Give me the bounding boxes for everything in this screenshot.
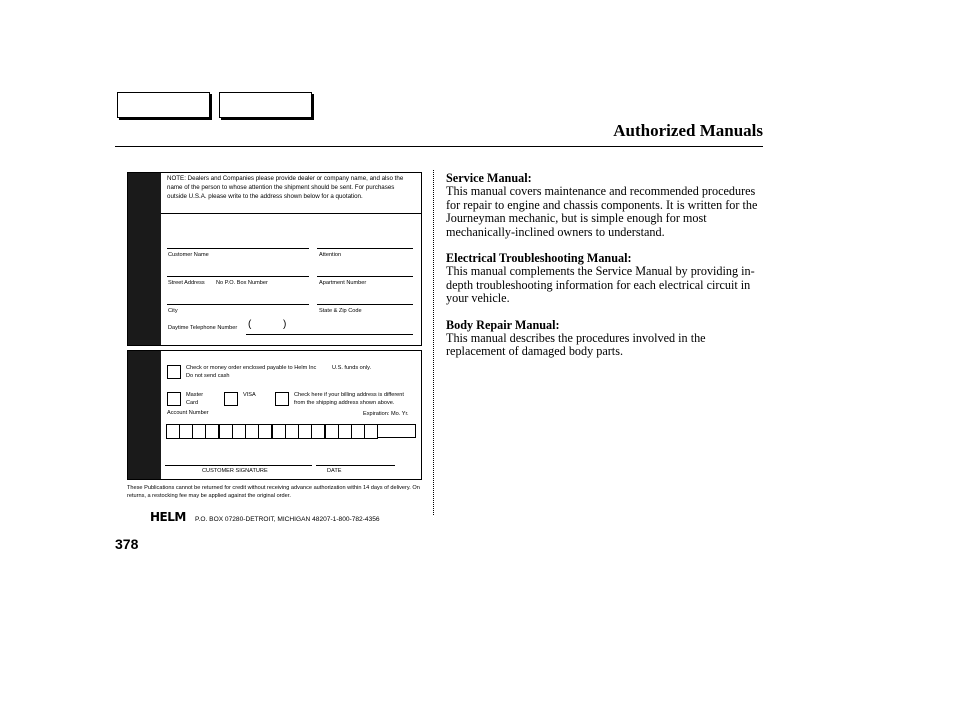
visa-label: VISA xyxy=(243,392,256,398)
page-number: 378 xyxy=(115,536,139,552)
electrical-manual-heading: Electrical Troubleshooting Manual: xyxy=(446,251,632,266)
attention-label: Attention xyxy=(319,252,342,258)
account-number-label: Account Number xyxy=(167,410,209,416)
apartment-field[interactable] xyxy=(317,276,413,277)
mastercard-label-1: Master xyxy=(186,392,204,398)
header-rule xyxy=(115,146,763,147)
account-digits-group-1[interactable] xyxy=(166,424,218,437)
phone-field[interactable] xyxy=(246,334,413,335)
helm-logo: HELM xyxy=(150,510,186,524)
shipping-form-panel xyxy=(127,172,422,346)
account-digits-group-2[interactable] xyxy=(219,424,271,437)
note-divider xyxy=(161,213,421,214)
page-title: Authorized Manuals xyxy=(613,121,763,140)
phone-paren-open: ( xyxy=(248,319,252,330)
mastercard-label-2: Card xyxy=(186,400,199,406)
date-field[interactable] xyxy=(316,465,395,466)
customer-name-label: Customer Name xyxy=(168,252,209,258)
billing-different-label-2: from the shipping address shown above. xyxy=(294,400,395,406)
customer-name-field[interactable] xyxy=(167,248,309,249)
dealer-note: NOTE: Dealers and Companies please provide dealer or company name, and also the name of the person to whose attention the shipment should be sent. For purchases outside U.S.A. please write to the address shown below for a quotation. xyxy=(167,175,404,200)
billing-different-label-1: Check here if your billing address is different xyxy=(294,392,404,398)
payment-form-panel xyxy=(127,350,422,480)
panel-side-bar-2 xyxy=(128,351,161,479)
state-zip-field[interactable] xyxy=(317,304,413,305)
city-label: City xyxy=(168,308,178,314)
service-manual-body: This manual covers maintenance and recommended procedures for repair to engine and chassis components. It is written for the Journeyman mechanic, but is simple enough for most mechanically-inclined owners to understand. xyxy=(446,184,758,239)
money-order-checkbox[interactable] xyxy=(167,365,181,379)
city-field[interactable] xyxy=(167,304,309,305)
body-repair-heading: Body Repair Manual: xyxy=(446,317,560,332)
header-tab-box-2 xyxy=(219,92,312,118)
us-funds-label: U.S. funds only. xyxy=(332,365,372,371)
body-repair-body: This manual describes the procedures involved in the replacement of damaged body parts. xyxy=(446,331,706,359)
account-digits-group-4[interactable] xyxy=(325,424,377,437)
signature-label: CUSTOMER SIGNATURE xyxy=(202,468,268,474)
service-manual-heading: Service Manual: xyxy=(446,171,532,185)
mastercard-checkbox[interactable] xyxy=(167,392,181,406)
street-address-field[interactable] xyxy=(167,276,309,277)
panel-side-bar xyxy=(128,173,161,345)
no-po-box-label: No P.O. Box Number xyxy=(216,280,268,286)
header-tab-box-1 xyxy=(117,92,210,118)
expiration-label: Expiration: Mo. Yr. xyxy=(363,411,409,417)
helm-address: P.O. BOX 07280-DETROIT, MICHIGAN 48207-1-800-782-4356 xyxy=(195,516,380,523)
apartment-label: Apartment Number xyxy=(319,280,367,286)
phone-label: Daytime Telephone Number xyxy=(168,325,238,331)
signature-field[interactable] xyxy=(165,465,312,466)
expiration-field[interactable] xyxy=(377,424,416,438)
money-order-label: Check or money order enclosed payable to Helm Inc xyxy=(186,365,317,371)
no-cash-label: Do not send cash xyxy=(186,373,230,379)
electrical-manual-body: This manual complements the Service Manual by providing in-depth troubleshooting information for each electrical circuit in your vehicle. xyxy=(446,264,755,306)
state-zip-label: State & Zip Code xyxy=(319,308,362,314)
returns-note: These Publications cannot be returned for credit without receiving advance authorization within 14 days of delivery. On returns, a restocking fee may be applied against the original order. xyxy=(127,485,420,499)
date-label: DATE xyxy=(327,468,342,474)
manuals-description xyxy=(446,172,764,372)
cut-line xyxy=(433,170,434,515)
visa-checkbox[interactable] xyxy=(224,392,238,406)
billing-different-checkbox[interactable] xyxy=(275,392,289,406)
phone-paren-close: ) xyxy=(283,319,287,330)
street-address-label: Street Address xyxy=(168,280,205,286)
account-digits-group-3[interactable] xyxy=(272,424,324,437)
attention-field[interactable] xyxy=(317,248,413,249)
